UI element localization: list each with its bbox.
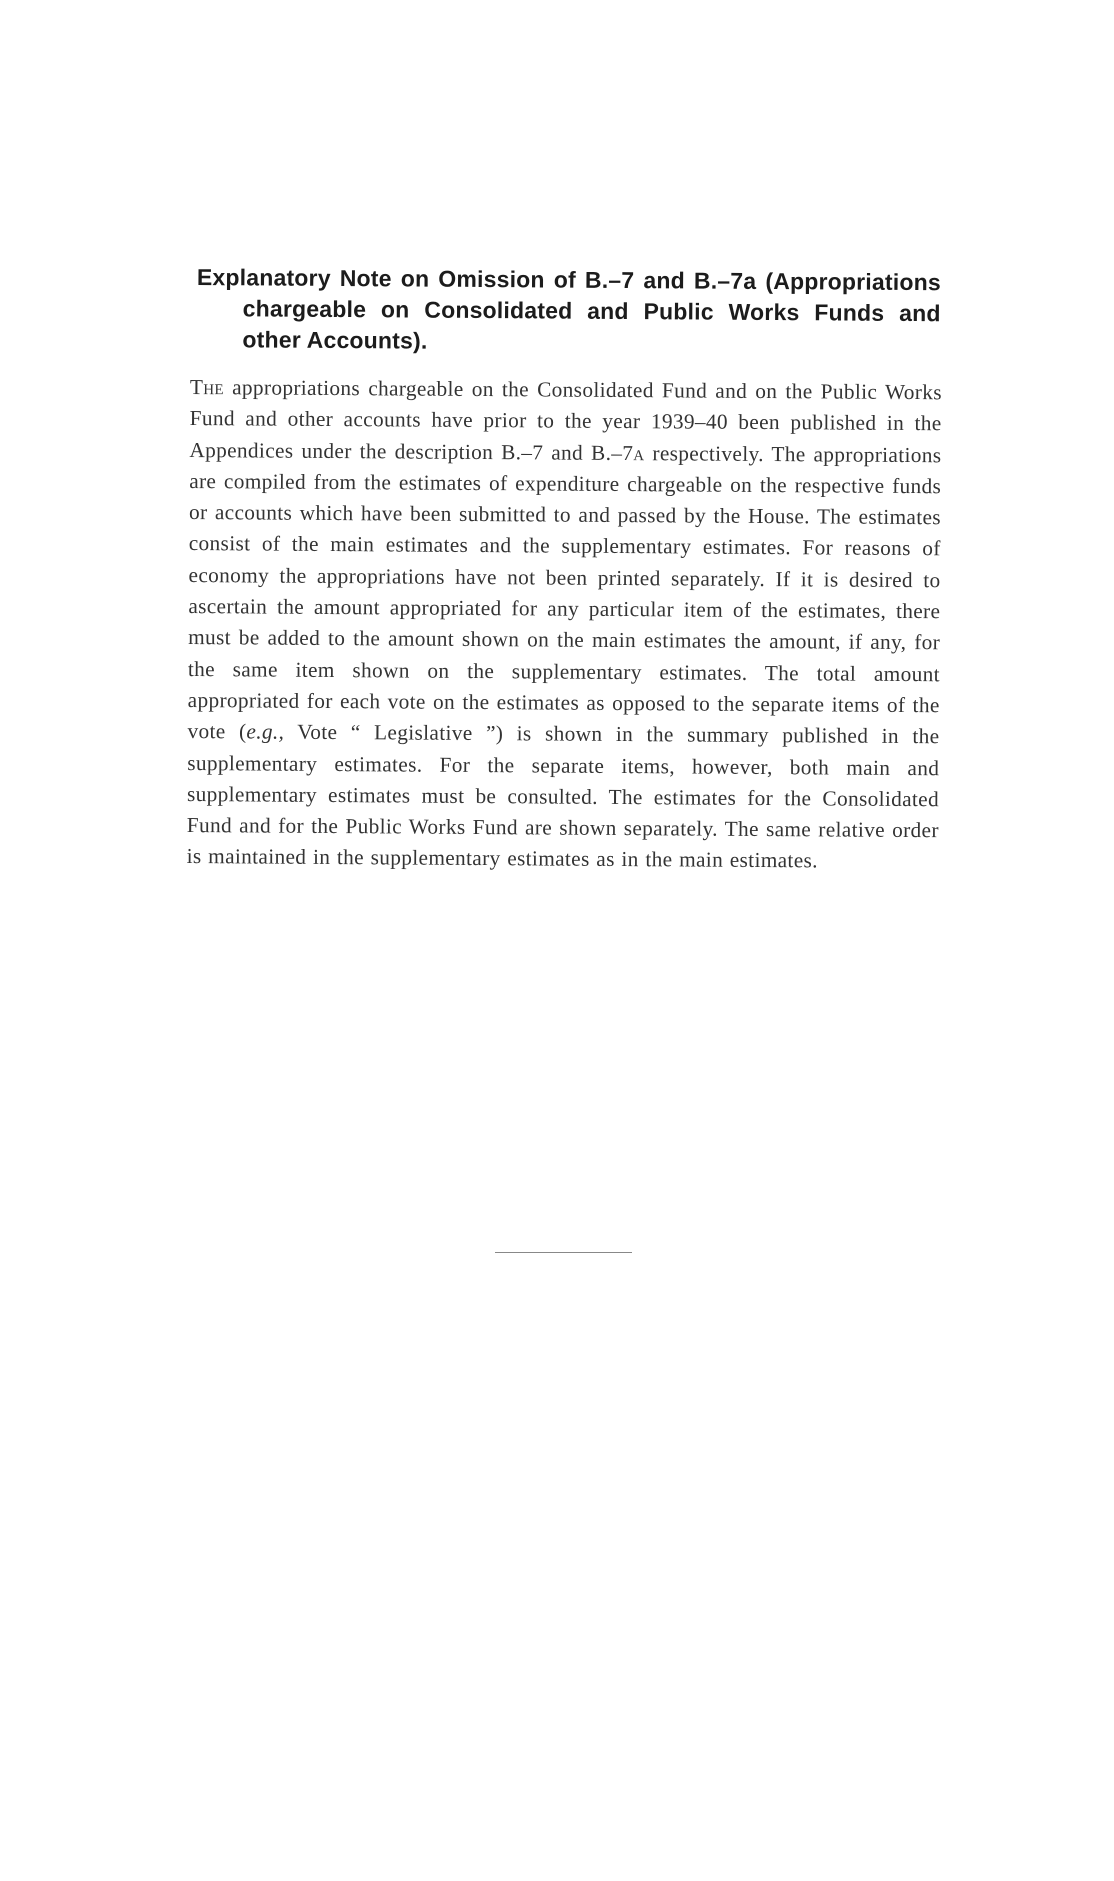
note-paragraph: [187, 372, 942, 878]
note-body: [187, 372, 942, 878]
note-heading: Explanatory Note on Omission of B.–7 and B.–7a (Appropriations chargeable on Consolidated and Public Works Funds and other Accounts).: [196, 263, 941, 354]
end-rule: [495, 1252, 632, 1253]
lead-in-small-caps: The: [189, 374, 225, 400]
body-text-part-2: respectively. The appropriations are compiled from the estimates of expenditure chargeable on the respective funds or accounts which have been submitted to and passed by the House. The estimates consist of the main estimates and the supplementary estimates. For reasons of economy the appropriations have not been printed separately. If it is desired to ascertain the amount appropriated for any particular item of the estimates, there must be added to the amount shown on the main estimates the amount, if any, for the same item shown on the supplementary estimates. The total amount appropriated for each vote on the estimates as opposed to the separate items of the vote (: [187, 440, 942, 744]
body-text-part-3: Vote “ Legislative ”) is shown in the summary published in the supplementary estimates. For the separate items, however, both main and supplementary estimates must be consulted. The estimates for the Consolidated Fund and for the Public Works Fund are shown separately. The same relative order is maintained in the supplementary estimates as in the main estimates.: [186, 719, 940, 873]
eg-abbreviation: e.g.,: [246, 719, 285, 744]
body-text-part-1: appropriations chargeable on the Consolidated Fund and on the Public Works Fund and other accounts have prior to the year 1939–40 been published in the Appendices under the description B.–7 and: [189, 375, 942, 465]
b7a-suffix-small-caps: a: [633, 440, 645, 465]
b7a-prefix: B.–7: [590, 440, 634, 465]
